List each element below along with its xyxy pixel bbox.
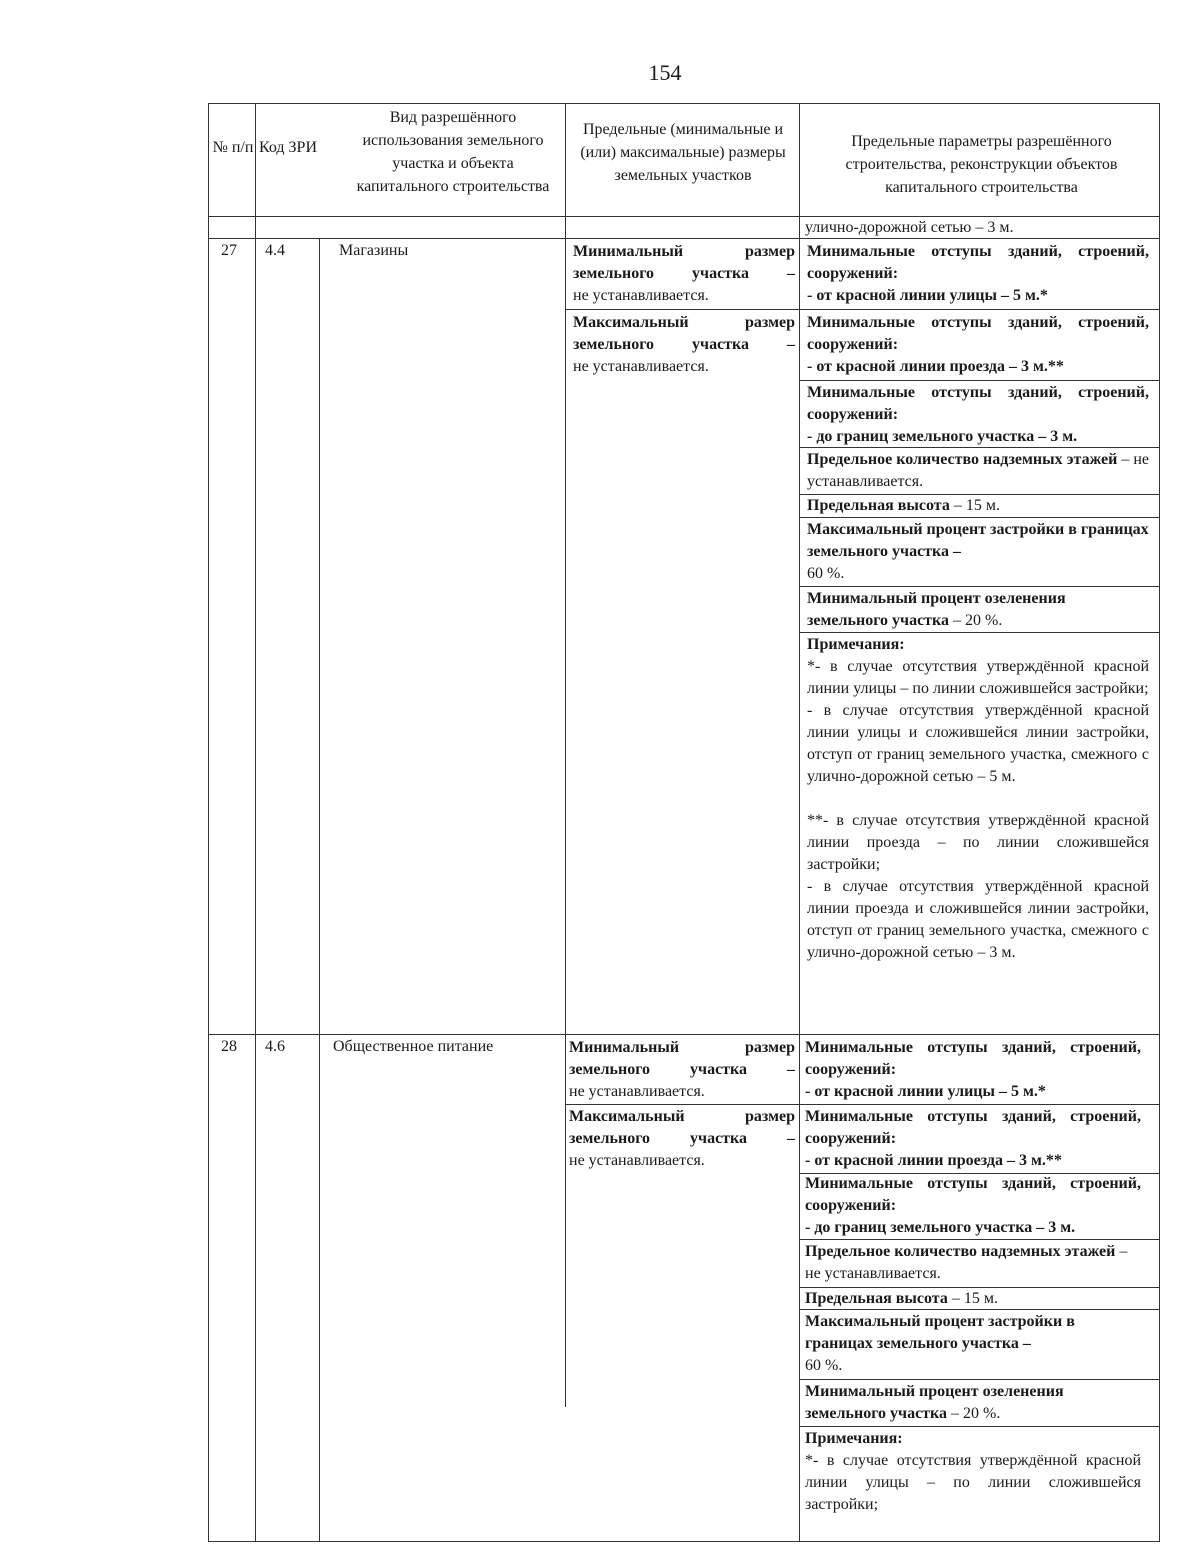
param-value: 60 %. [807,565,845,582]
size-min-title: Минимальный размер земельного участка – [573,243,795,282]
size-max-title: Максимальный размер земельного участка – [569,1108,795,1147]
param-cell [805,1173,1141,1239]
param-value: – 20 %. [953,612,1003,629]
notes-cell [805,1428,1141,1516]
size-max-cell [569,1106,795,1172]
row-divider [209,1034,1159,1035]
size-min-value: не устанавливается. [573,287,709,304]
param-cell [807,312,1149,378]
cell-divider [799,380,1159,381]
col-divider [565,104,566,1407]
param-value: - от красной линии проезда – 3 м.** [807,358,1064,375]
param-title: Минимальный процент озеленения земельного участка [807,590,1066,629]
cell-divider [565,309,799,310]
param-cell [805,1037,1141,1103]
param-cell [805,1241,1141,1285]
param-title: Минимальные отступы зданий, строений, сооружений: [807,243,1149,282]
param-value: - до границ земельного участка – 3 м. [805,1219,1076,1236]
param-title: Минимальные отступы зданий, строений, сооружений: [807,314,1149,353]
notes-title: Примечания: [805,1430,903,1447]
page-number: 154 [648,60,682,85]
param-cell [805,1311,1141,1377]
param-title: Минимальные отступы зданий, строений, сооружений: [807,384,1149,423]
row-code: 4.4 [265,242,285,259]
header-code: Код ЗРИ [258,139,318,156]
cell-divider [565,1104,799,1105]
param-value: – 20 %. [951,1405,1001,1422]
param-cell [807,449,1149,493]
cell-divider [799,1379,1159,1380]
param-title: Максимальный процент застройки в границах земельного участка – [805,1313,1075,1352]
param-value: – не устанавливается. [805,1243,1128,1282]
param-value: - от красной линии улицы – 5 м.* [805,1083,1046,1100]
param-title: Предельная высота [807,497,950,514]
continuation-text: улично-дорожной сетью – 3 м. [805,219,1014,236]
header-sizes: Предельные (минимальные и (или) максимальные) размеры земельных участков [580,121,786,184]
param-title: Минимальные отступы зданий, строений, сооружений: [805,1108,1141,1147]
size-min-cell [569,1037,795,1103]
param-title: Минимальный процент озеленения земельного участка [805,1383,1064,1422]
col-divider [799,104,800,1541]
size-max-value: не устанавливается. [569,1152,705,1169]
param-title: Предельное количество надземных этажей [805,1243,1116,1260]
header-params: Предельные параметры разрешённого строительства, реконструкции объектов капитального строительства [845,133,1118,196]
row-num: 28 [221,1038,237,1055]
col-divider [255,104,256,1541]
param-cell [805,1288,1141,1310]
param-title: Минимальные отступы зданий, строений, сооружений: [805,1039,1141,1078]
header-type: Вид разрешённого использования земельного участка и объекта капитального строительства [356,109,550,195]
note: *- в случае отсутствия утверждённой красной линии улицы – по линии сложившейся застройки; [807,658,1149,697]
param-cell [807,519,1149,585]
row-num: 27 [221,242,237,259]
cell-divider [799,517,1159,518]
param-value: – 15 м. [953,497,1000,514]
cell-divider [799,632,1159,633]
size-max-cell [573,312,795,378]
param-cell [807,588,1149,632]
param-title: Максимальный процент застройки в границах земельного участка – [807,521,1149,560]
param-cell [807,382,1149,448]
param-value: - до границ земельного участка – 3 м. [807,428,1078,445]
header-num: № п/п [212,139,254,156]
cell-divider [799,1239,1159,1240]
param-value: 60 %. [805,1357,843,1374]
param-cell [805,1106,1141,1172]
param-value: – не устанавливается. [807,451,1149,490]
cell-divider [799,1104,1159,1105]
size-max-value: не устанавливается. [573,358,709,375]
row-code: 4.6 [265,1038,285,1055]
note: **- в случае отсутствия утверждённой красной линии проезда – по линии сложившейся застройки; [807,812,1149,873]
cell-divider [799,309,1159,310]
param-title: Предельная высота [805,1290,948,1307]
param-cell [807,495,1149,517]
note: - в случае отсутствия утверждённой красной линии проезда и сложившейся линии застройки, отступ от границ земельного участка, смежного с улично-дорожной сетью – 3 м. [807,878,1149,961]
row-name: Общественное питание [333,1038,494,1055]
param-title: Минимальные отступы зданий, строений, сооружений: [805,1175,1141,1214]
param-cell [805,1381,1141,1425]
regulations-table [208,103,1160,1542]
param-cell [807,241,1149,307]
size-min-cell [573,241,795,307]
cell-divider [799,586,1159,587]
cell-divider [799,1426,1159,1427]
notes-cell [807,634,1149,964]
size-min-value: не устанавливается. [569,1083,705,1100]
param-title: Предельное количество надземных этажей [807,451,1118,468]
size-min-title: Минимальный размер земельного участка – [569,1039,795,1078]
col-divider [319,238,320,1541]
row-name: Магазины [339,242,409,259]
param-value: - от красной линии проезда – 3 м.** [805,1152,1062,1169]
note: *- в случае отсутствия утверждённой красной линии улицы – по линии сложившейся застройки; [805,1452,1141,1513]
param-value: – 15 м. [951,1290,998,1307]
note: - в случае отсутствия утверждённой красной линии улицы и сложившейся линии застройки, отступ от границ земельного участка, смежного с улично-дорожной сетью – 5 м. [807,702,1149,785]
param-value: - от красной линии улицы – 5 м.* [807,287,1048,304]
size-max-title: Максимальный размер земельного участка – [573,314,795,353]
notes-title: Примечания: [807,636,905,653]
